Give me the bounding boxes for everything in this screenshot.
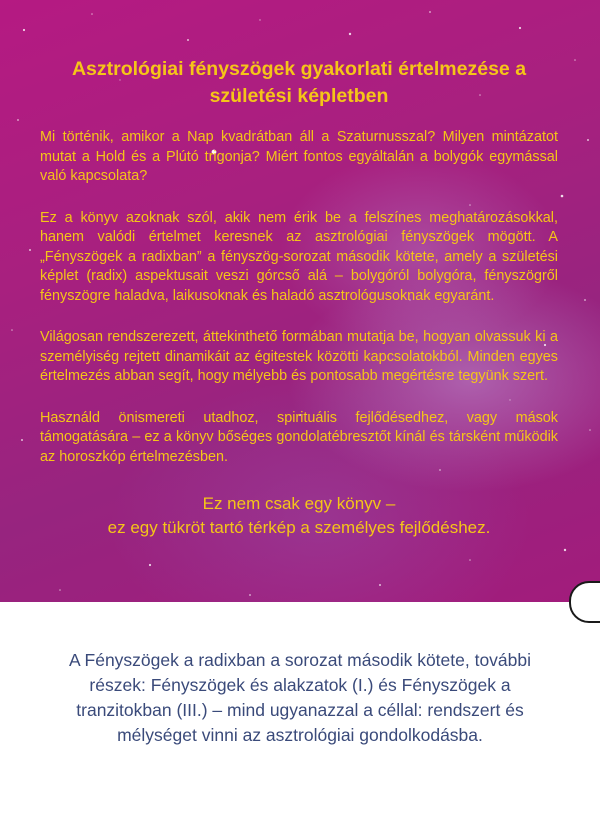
series-footer-text: A Fényszögek a radixban a sorozat második kötete, további részek: Fényszögek és alakzatok (I.) és Fényszögek a tranzitokban (III.) – mind ugyanazzal a céllal: rendszert és mélységet vinni az asztrológiai gondolkodásba.	[68, 650, 532, 745]
cover-paragraph-3: Világosan rendszerezett, áttekinthető formában mutatja be, hogyan olvassuk ki a személyiség rejtett dinamikáit az égitestek közötti kapcsolatokból. Minden egyes értelmezés abban segít, hogy mélyebb és pontosabb megértésre tegyünk szert.	[40, 329, 558, 384]
cover-title-line1: Asztrológiai fényszögek gyakorlati értelmezése a	[71, 58, 527, 80]
cover-paragraph-1: Mi történik, amikor a Nap kvadrátban áll a Szaturnusszal? Milyen mintázatot mutat a Hold és a Plútó trigonja? Miért fontos egyáltalán a bolygók egymással való kapcsolata?	[40, 129, 558, 184]
cover-title	[40, 56, 558, 110]
cover-title-line2: születési képletben	[209, 85, 389, 107]
cover-content	[40, 50, 558, 540]
closing-line2: ez egy tükröt tartó térkép a személyes fejlődéshez.	[107, 518, 491, 537]
closing-line1: Ez nem csak egy könyv –	[202, 494, 396, 513]
closing-statement	[40, 492, 558, 540]
page-edge-tab[interactable]	[569, 581, 600, 623]
cover-paragraph-4: Használd önismereti utadhoz, spirituális fejlődésedhez, vagy mások támogatására – ez a könyv bőséges gondolatébresztőt kínál és társként működik az horoszkóp értelmezésben.	[40, 409, 558, 465]
cover-paragraph-2: Ez a könyv azoknak szól, akik nem érik be a felszínes meghatározásokkal, hanem valódi értelmet keresnek az asztrológiai fényszögek mögött. A „Fényszögek a radixban” a fényszög-sorozat második kötete, amely a születési képlet (radix) aspektusait veszi górcső alá – bolygóról bolygóra, fényszögről fényszögre haladva, laikusoknak és haladó asztrológusoknak egyaránt.	[40, 209, 558, 304]
